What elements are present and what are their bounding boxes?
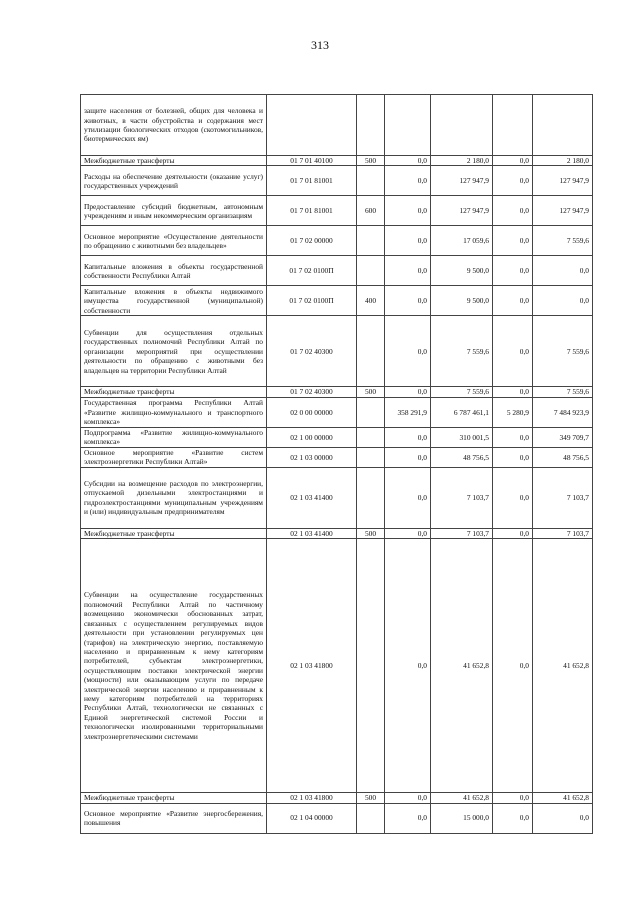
row-value-4-cell xyxy=(533,95,593,156)
row-name-cell: Субвенции для осуществления отдельных государственных полномочий Республики Алтай по организации мероприятий при осуществлении деятельности по обращению с животными без владельцев на территории Республики Алтай xyxy=(81,316,267,387)
row-value-3-cell: 0,0 xyxy=(493,226,533,256)
row-type-cell: 500 xyxy=(357,528,385,538)
row-value-3-cell: 0,0 xyxy=(493,528,533,538)
row-value-3-cell: 0,0 xyxy=(493,467,533,528)
row-value-4-cell: 48 756,5 xyxy=(533,447,593,467)
row-value-1-cell: 0,0 xyxy=(385,166,431,196)
table-row xyxy=(81,528,593,538)
row-value-4-cell: 7 559,6 xyxy=(533,316,593,387)
row-name-cell: Межбюджетные трансферты xyxy=(81,528,267,538)
row-value-3-cell: 0,0 xyxy=(493,793,533,803)
row-value-1-cell: 0,0 xyxy=(385,387,431,397)
row-value-1-cell: 0,0 xyxy=(385,467,431,528)
row-code-cell: 02 1 03 41400 xyxy=(267,467,357,528)
row-value-2-cell: 7 559,6 xyxy=(431,316,493,387)
row-value-2-cell: 17 059,6 xyxy=(431,226,493,256)
row-name-cell: защите населения от болезней, общих для человека и животных, в части обустройства и содержания мест утилизации биологических отходов (скотомогильников, биотермических ям) xyxy=(81,95,267,156)
table-row xyxy=(81,95,593,156)
row-value-2-cell: 15 000,0 xyxy=(431,803,493,833)
row-value-1-cell: 0,0 xyxy=(385,803,431,833)
row-type-cell xyxy=(357,95,385,156)
row-type-cell: 500 xyxy=(357,156,385,166)
table-row xyxy=(81,539,593,793)
row-type-cell xyxy=(357,539,385,793)
row-value-4-cell: 2 180,0 xyxy=(533,156,593,166)
row-name-cell: Межбюджетные трансферты xyxy=(81,793,267,803)
row-value-2-cell: 127 947,9 xyxy=(431,166,493,196)
row-name-cell: Основное мероприятие «Осуществление деятельности по обращению с животными без владельцев» xyxy=(81,226,267,256)
row-type-cell xyxy=(357,256,385,286)
row-code-cell: 02 1 03 41400 xyxy=(267,528,357,538)
page-number: 313 xyxy=(311,38,329,52)
row-value-1-cell: 0,0 xyxy=(385,256,431,286)
row-value-3-cell: 0,0 xyxy=(493,539,533,793)
row-name-cell: Субсидии на возмещение расходов по электроэнергии, отпускаемой дизельными электростанциями и гидроэлектростанциями муниципальным учреждениям и (или) индивидуальным предпринимателям xyxy=(81,467,267,528)
row-code-cell: 01 7 02 0100П xyxy=(267,286,357,316)
row-value-3-cell: 0,0 xyxy=(493,156,533,166)
table-row xyxy=(81,427,593,447)
table-row xyxy=(81,467,593,528)
row-value-4-cell: 349 709,7 xyxy=(533,427,593,447)
row-name-cell: Подпрограмма «Развитие жилищно-коммунального комплекса» xyxy=(81,427,267,447)
budget-table-body xyxy=(81,95,593,834)
row-value-4-cell: 7 559,6 xyxy=(533,226,593,256)
row-value-2-cell: 310 001,5 xyxy=(431,427,493,447)
row-value-4-cell: 41 652,8 xyxy=(533,793,593,803)
row-value-1-cell: 0,0 xyxy=(385,196,431,226)
row-value-4-cell: 0,0 xyxy=(533,803,593,833)
row-value-3-cell: 0,0 xyxy=(493,316,533,387)
row-value-3-cell: 0,0 xyxy=(493,447,533,467)
row-value-4-cell: 7 559,6 xyxy=(533,387,593,397)
table-row xyxy=(81,447,593,467)
row-value-4-cell: 127 947,9 xyxy=(533,196,593,226)
row-type-cell xyxy=(357,427,385,447)
row-value-1-cell: 358 291,9 xyxy=(385,397,431,427)
row-value-2-cell: 127 947,9 xyxy=(431,196,493,226)
row-value-4-cell: 7 103,7 xyxy=(533,467,593,528)
row-value-3-cell: 0,0 xyxy=(493,427,533,447)
row-name-cell: Предоставление субсидий бюджетным, автономным учреждениям и иным некоммерческим организациям xyxy=(81,196,267,226)
row-value-1-cell: 0,0 xyxy=(385,226,431,256)
row-code-cell xyxy=(267,95,357,156)
row-code-cell: 01 7 02 0100П xyxy=(267,256,357,286)
row-type-cell xyxy=(357,447,385,467)
table-row xyxy=(81,793,593,803)
row-value-1-cell: 0,0 xyxy=(385,539,431,793)
row-value-4-cell: 0,0 xyxy=(533,286,593,316)
row-code-cell: 01 7 02 40300 xyxy=(267,316,357,387)
row-name-cell: Капитальные вложения в объекты недвижимого имущества государственной (муниципальной) собственности xyxy=(81,286,267,316)
row-value-2-cell: 2 180,0 xyxy=(431,156,493,166)
row-value-1-cell: 0,0 xyxy=(385,793,431,803)
row-type-cell: 500 xyxy=(357,387,385,397)
row-name-cell: Основное мероприятие «Развитие систем электроэнергетики Республики Алтай» xyxy=(81,447,267,467)
row-code-cell: 02 1 03 41800 xyxy=(267,539,357,793)
row-value-1-cell: 0,0 xyxy=(385,286,431,316)
row-value-4-cell: 0,0 xyxy=(533,256,593,286)
row-value-4-cell: 41 652,8 xyxy=(533,539,593,793)
row-type-cell xyxy=(357,226,385,256)
table-row xyxy=(81,226,593,256)
table-row xyxy=(81,397,593,427)
row-value-4-cell: 127 947,9 xyxy=(533,166,593,196)
row-value-1-cell: 0,0 xyxy=(385,156,431,166)
row-value-3-cell: 0,0 xyxy=(493,166,533,196)
table-row xyxy=(81,316,593,387)
table-row xyxy=(81,256,593,286)
row-code-cell: 01 7 01 40100 xyxy=(267,156,357,166)
row-value-3-cell xyxy=(493,95,533,156)
row-value-2-cell: 41 652,8 xyxy=(431,793,493,803)
row-type-cell xyxy=(357,467,385,528)
row-code-cell: 01 7 01 81001 xyxy=(267,196,357,226)
row-name-cell: Субвенции на осуществление государственных полномочий Республики Алтай по частичному возмещению экономически обоснованных затрат, связанных с осуществлением регулируемых видов деятельности при установлении регулируемых цен (тарифов) на электрическую энергию, поставляемую населению и приравненным к нему категориям потребителей, субъектам электроэнергетики, осуществляющим поставки электрической энергии (мощности) или оказывающим услуги по передаче электрической энергии населению и приравненным к нему категориям потребителей на территориях Республики Алтай, технологически не связанных с Единой энергетической системой России и технологически изолированными территориальными электроэнергетическими системами xyxy=(81,539,267,793)
row-name-cell: Расходы на обеспечение деятельности (оказание услуг) государственных учреждений xyxy=(81,166,267,196)
row-code-cell: 02 1 03 41800 xyxy=(267,793,357,803)
row-value-1-cell xyxy=(385,95,431,156)
row-value-2-cell xyxy=(431,95,493,156)
row-value-2-cell: 7 103,7 xyxy=(431,528,493,538)
row-value-1-cell: 0,0 xyxy=(385,447,431,467)
row-value-3-cell: 0,0 xyxy=(493,803,533,833)
row-value-1-cell: 0,0 xyxy=(385,427,431,447)
row-type-cell xyxy=(357,397,385,427)
table-row xyxy=(81,196,593,226)
row-code-cell: 01 7 02 00000 xyxy=(267,226,357,256)
row-value-3-cell: 0,0 xyxy=(493,256,533,286)
row-value-3-cell: 0,0 xyxy=(493,387,533,397)
row-value-3-cell: 0,0 xyxy=(493,196,533,226)
row-type-cell: 600 xyxy=(357,196,385,226)
row-code-cell: 02 1 03 00000 xyxy=(267,447,357,467)
row-name-cell: Межбюджетные трансферты xyxy=(81,156,267,166)
row-type-cell: 400 xyxy=(357,286,385,316)
table-row xyxy=(81,166,593,196)
row-value-3-cell: 5 280,9 xyxy=(493,397,533,427)
table-row xyxy=(81,803,593,833)
row-type-cell: 500 xyxy=(357,793,385,803)
row-value-1-cell: 0,0 xyxy=(385,528,431,538)
row-value-2-cell: 7 559,6 xyxy=(431,387,493,397)
row-value-2-cell: 7 103,7 xyxy=(431,467,493,528)
row-value-3-cell: 0,0 xyxy=(493,286,533,316)
row-code-cell: 02 1 00 00000 xyxy=(267,427,357,447)
budget-table xyxy=(80,94,593,834)
row-type-cell xyxy=(357,166,385,196)
row-code-cell: 02 0 00 00000 xyxy=(267,397,357,427)
row-type-cell xyxy=(357,316,385,387)
row-value-2-cell: 48 756,5 xyxy=(431,447,493,467)
row-value-4-cell: 7 484 923,9 xyxy=(533,397,593,427)
row-value-2-cell: 6 787 461,1 xyxy=(431,397,493,427)
row-value-2-cell: 9 500,0 xyxy=(431,256,493,286)
row-code-cell: 01 7 02 40300 xyxy=(267,387,357,397)
row-name-cell: Межбюджетные трансферты xyxy=(81,387,267,397)
table-row xyxy=(81,286,593,316)
row-value-2-cell: 9 500,0 xyxy=(431,286,493,316)
row-type-cell xyxy=(357,803,385,833)
row-value-1-cell: 0,0 xyxy=(385,316,431,387)
table-row xyxy=(81,156,593,166)
row-name-cell: Государственная программа Республики Алтай «Развитие жилищно-коммунального и транспортного комплекса» xyxy=(81,397,267,427)
row-code-cell: 01 7 01 81001 xyxy=(267,166,357,196)
table-row xyxy=(81,387,593,397)
row-name-cell: Капитальные вложения в объекты государственной собственности Республики Алтай xyxy=(81,256,267,286)
row-name-cell: Основное мероприятие «Развитие энергосбережения, повышения xyxy=(81,803,267,833)
row-code-cell: 02 1 04 00000 xyxy=(267,803,357,833)
row-value-2-cell: 41 652,8 xyxy=(431,539,493,793)
row-value-4-cell: 7 103,7 xyxy=(533,528,593,538)
